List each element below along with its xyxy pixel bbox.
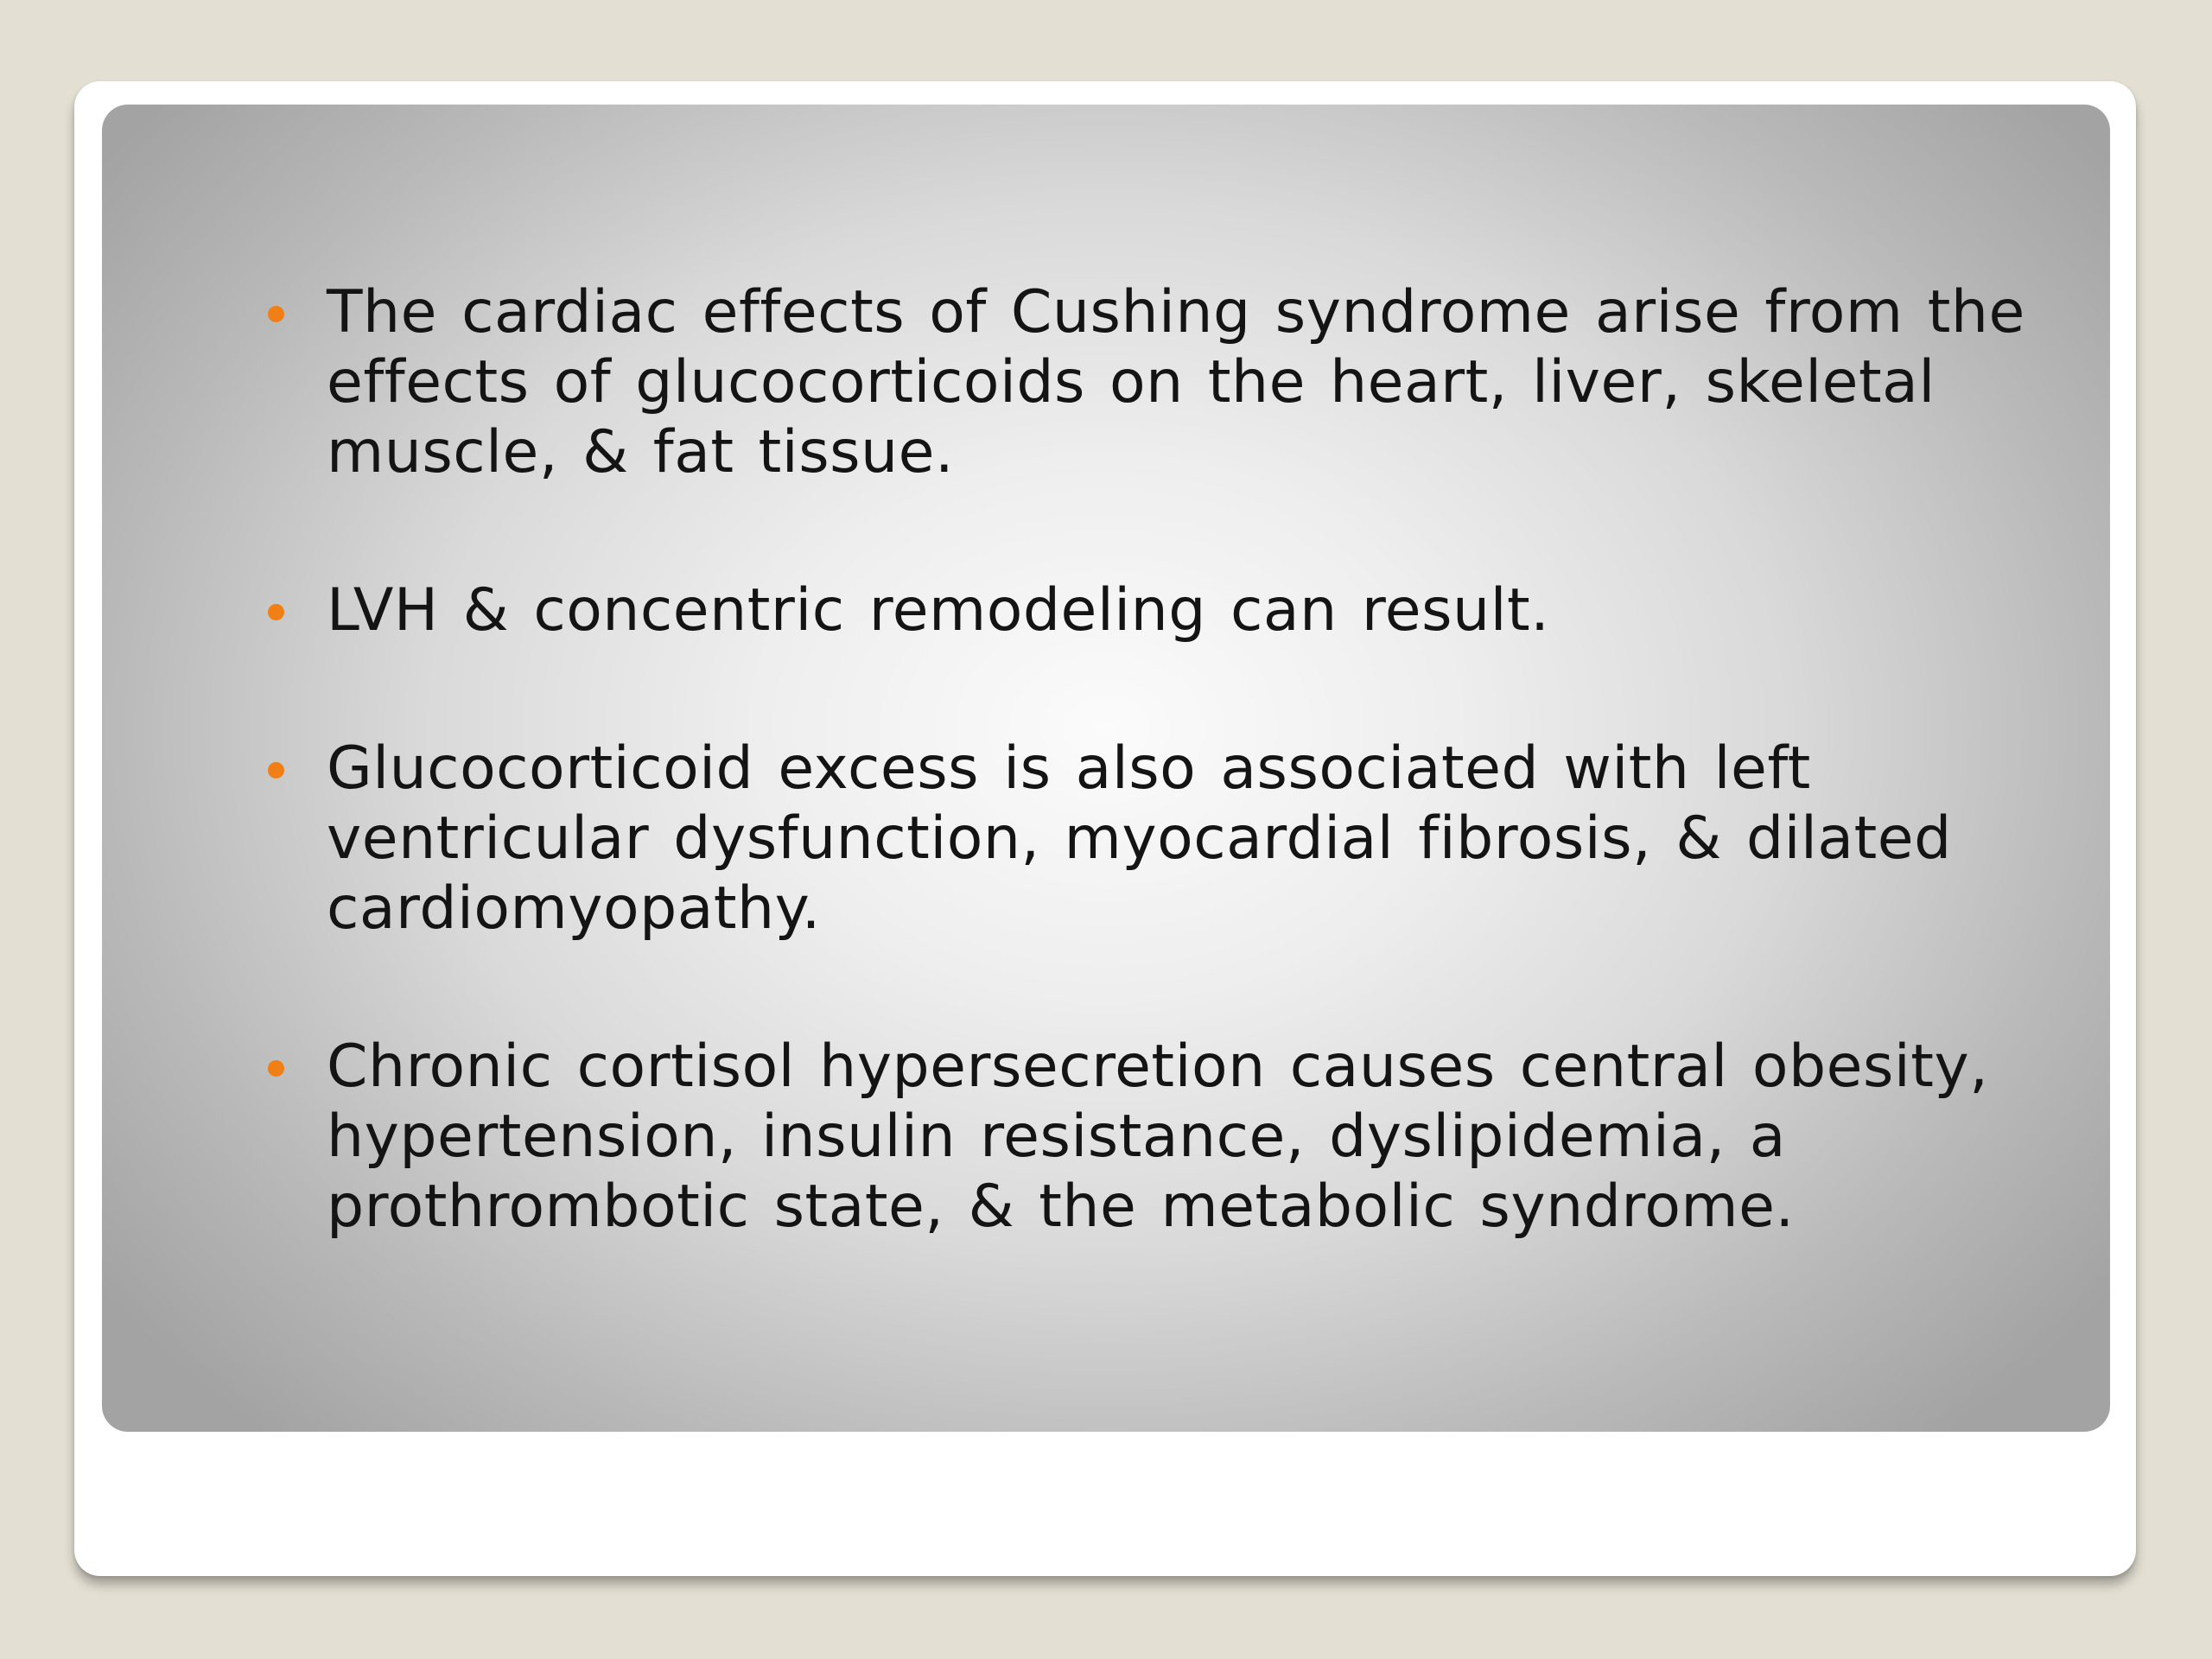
- bullet-list: [223, 277, 2098, 1330]
- bullet-dot-icon: [268, 604, 284, 620]
- slide-content-panel: [102, 105, 2110, 1432]
- bullet-dot-icon: [268, 762, 284, 779]
- bullet-item: [223, 575, 2098, 645]
- bullet-item: [223, 734, 2098, 944]
- bullet-text: Chronic cortisol hypersecretion causes central obesity, hypertension, insulin resistance, dyslipidemia, a prothrombotic state, & the metabolic syndrome.: [327, 1033, 1989, 1241]
- bullet-text: The cardiac effects of Cushing syndrome arise from the effects of glucocorticoids on the heart, liver, skeletal muscle, & fat tissue.: [327, 278, 2025, 486]
- bullet-dot-icon: [268, 1060, 284, 1077]
- bullet-text: LVH & concentric remodeling can result.: [327, 576, 1550, 645]
- bullet-dot-icon: [268, 306, 284, 322]
- bullet-item: [223, 1032, 2098, 1242]
- bullet-item: [223, 277, 2098, 487]
- bullet-text: Glucocorticoid excess is also associated with left ventricular dysfunction, myocardial fibrosis, & dilated cardiomyopathy.: [327, 734, 1952, 943]
